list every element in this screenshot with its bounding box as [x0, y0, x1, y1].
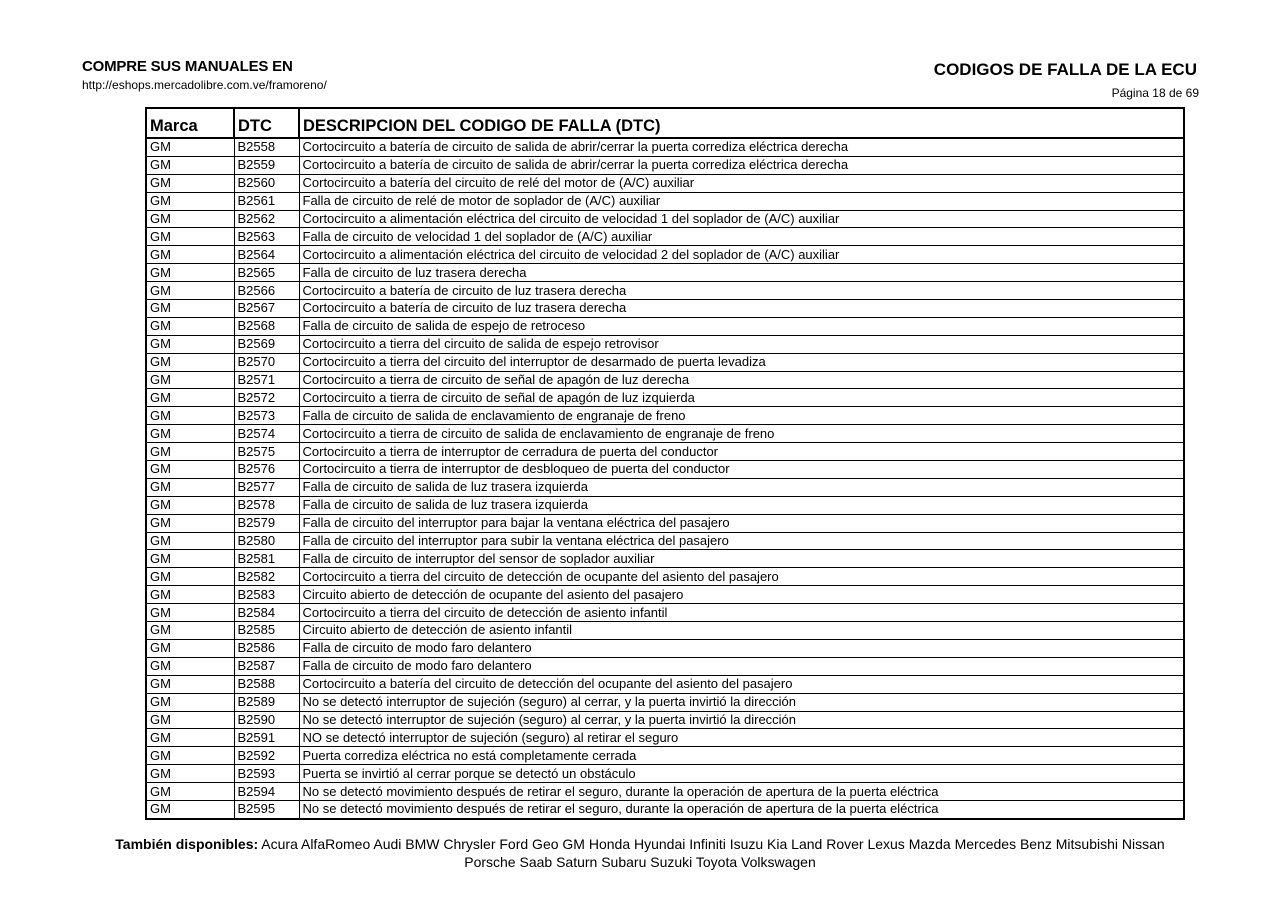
table-row — [146, 353, 1184, 371]
table-header-row — [146, 108, 1184, 138]
table-row — [146, 461, 1184, 479]
cell-marca: GM — [146, 765, 234, 783]
cell-marca: GM — [146, 514, 234, 532]
cell-marca: GM — [146, 407, 234, 425]
cell-dtc: B2592 — [234, 747, 299, 765]
cell-descripcion: Puerta corrediza eléctrica no está completamente cerrada — [299, 747, 1184, 765]
table-row — [146, 729, 1184, 747]
cell-descripcion: Cortocircuito a alimentación eléctrica del circuito de velocidad 2 del soplador de (A/C) auxiliar — [299, 246, 1184, 264]
table-row — [146, 711, 1184, 729]
table-row — [146, 604, 1184, 622]
cell-descripcion: Cortocircuito a batería de circuito de salida de abrir/cerrar la puerta corrediza eléctrica derecha — [299, 156, 1184, 174]
table-row — [146, 783, 1184, 801]
cell-marca: GM — [146, 246, 234, 264]
cell-dtc: B2577 — [234, 478, 299, 496]
cell-descripcion: Falla de circuito del interruptor para bajar la ventana eléctrica del pasajero — [299, 514, 1184, 532]
cell-descripcion: Cortocircuito a batería del circuito de detección del ocupante del asiento del pasajero — [299, 675, 1184, 693]
cell-marca: GM — [146, 496, 234, 514]
table-row — [146, 210, 1184, 228]
page-indicator: Página 18 de 69 — [1111, 86, 1199, 100]
cell-dtc: B2590 — [234, 711, 299, 729]
table-row — [146, 300, 1184, 318]
column-header-dtc: DTC — [234, 108, 299, 138]
cell-dtc: B2581 — [234, 550, 299, 568]
table-row — [146, 622, 1184, 640]
cell-descripcion: No se detectó interruptor de sujeción (seguro) al cerrar, y la puerta invirtió la dirección — [299, 711, 1184, 729]
cell-dtc: B2570 — [234, 353, 299, 371]
cell-dtc: B2582 — [234, 568, 299, 586]
cell-descripcion: No se detectó movimiento después de retirar el seguro, durante la operación de apertura de la puerta eléctrica — [299, 783, 1184, 801]
footer-available-brands — [90, 835, 1190, 871]
cell-marca: GM — [146, 478, 234, 496]
cell-dtc: B2576 — [234, 461, 299, 479]
cell-descripcion: Cortocircuito a batería de circuito de luz trasera derecha — [299, 282, 1184, 300]
cell-dtc: B2578 — [234, 496, 299, 514]
table-row — [146, 192, 1184, 210]
cell-dtc: B2559 — [234, 156, 299, 174]
cell-dtc: B2585 — [234, 622, 299, 640]
table-row — [146, 246, 1184, 264]
cell-marca: GM — [146, 604, 234, 622]
cell-descripcion: Falla de circuito de interruptor del sensor de soplador auxiliar — [299, 550, 1184, 568]
footer-label: También disponibles: — [115, 836, 259, 852]
cell-marca: GM — [146, 425, 234, 443]
cell-marca: GM — [146, 192, 234, 210]
cell-marca: GM — [146, 586, 234, 604]
table-row — [146, 639, 1184, 657]
cell-dtc: B2574 — [234, 425, 299, 443]
table-row — [146, 586, 1184, 604]
cell-marca: GM — [146, 800, 234, 818]
cell-descripcion: Cortocircuito a alimentación eléctrica del circuito de velocidad 1 del soplador de (A/C) auxiliar — [299, 210, 1184, 228]
cell-descripcion: Puerta se invirtió al cerrar porque se detectó un obstáculo — [299, 765, 1184, 783]
cell-descripcion: Cortocircuito a tierra de circuito de salida de enclavamiento de engranaje de freno — [299, 425, 1184, 443]
cell-descripcion: Cortocircuito a batería del circuito de relé del motor de (A/C) auxiliar — [299, 174, 1184, 192]
cell-descripcion: Falla de circuito de relé de motor de soplador de (A/C) auxiliar — [299, 192, 1184, 210]
table-row — [146, 496, 1184, 514]
cell-dtc: B2568 — [234, 317, 299, 335]
cell-dtc: B2566 — [234, 282, 299, 300]
cell-dtc: B2563 — [234, 228, 299, 246]
cell-marca: GM — [146, 693, 234, 711]
cell-dtc: B2584 — [234, 604, 299, 622]
cell-dtc: B2594 — [234, 783, 299, 801]
table-row — [146, 675, 1184, 693]
table-row — [146, 568, 1184, 586]
table-row — [146, 407, 1184, 425]
cell-dtc: B2595 — [234, 800, 299, 818]
table-row — [146, 443, 1184, 461]
cell-dtc: B2560 — [234, 174, 299, 192]
dtc-table-container — [145, 107, 1183, 820]
cell-marca: GM — [146, 443, 234, 461]
cell-marca: GM — [146, 568, 234, 586]
cell-descripcion: Cortocircuito a tierra de circuito de señal de apagón de luz izquierda — [299, 389, 1184, 407]
table-row — [146, 765, 1184, 783]
cell-descripcion: Cortocircuito a tierra del circuito de detección de asiento infantil — [299, 604, 1184, 622]
cell-dtc: B2583 — [234, 586, 299, 604]
cell-descripcion: No se detectó movimiento después de retirar el seguro, durante la operación de apertura de la puerta eléctrica — [299, 800, 1184, 818]
cell-marca: GM — [146, 371, 234, 389]
table-row — [146, 532, 1184, 550]
cell-dtc: B2586 — [234, 639, 299, 657]
cell-marca: GM — [146, 264, 234, 282]
cell-marca: GM — [146, 729, 234, 747]
cell-marca: GM — [146, 156, 234, 174]
cell-descripcion: Cortocircuito a tierra de circuito de señal de apagón de luz derecha — [299, 371, 1184, 389]
cell-marca: GM — [146, 461, 234, 479]
cell-marca: GM — [146, 282, 234, 300]
cell-dtc: B2587 — [234, 657, 299, 675]
footer-brands-line1: Acura AlfaRomeo Audi BMW Chrysler Ford Geo GM Honda Hyundai Infiniti Isuzu Kia Land Rover Lexus Mazda Mercedes Benz Mitsubishi Nissan — [261, 836, 1165, 852]
cell-descripcion: Falla de circuito de luz trasera derecha — [299, 264, 1184, 282]
cell-dtc: B2575 — [234, 443, 299, 461]
cell-dtc: B2572 — [234, 389, 299, 407]
table-row — [146, 550, 1184, 568]
table-row — [146, 156, 1184, 174]
table-row — [146, 657, 1184, 675]
cell-marca: GM — [146, 353, 234, 371]
cell-dtc: B2588 — [234, 675, 299, 693]
footer-brands-line2: Porsche Saab Saturn Subaru Suzuki Toyota Volkswagen — [464, 854, 816, 870]
cell-marca: GM — [146, 747, 234, 765]
table-row — [146, 264, 1184, 282]
table-row — [146, 747, 1184, 765]
cell-marca: GM — [146, 389, 234, 407]
table-row — [146, 800, 1184, 818]
table-row — [146, 425, 1184, 443]
cell-marca: GM — [146, 532, 234, 550]
cell-dtc: B2567 — [234, 300, 299, 318]
cell-descripcion: No se detectó interruptor de sujeción (seguro) al cerrar, y la puerta invirtió la dirección — [299, 693, 1184, 711]
cell-descripcion: Falla de circuito de velocidad 1 del soplador de (A/C) auxiliar — [299, 228, 1184, 246]
cell-dtc: B2558 — [234, 138, 299, 156]
cell-descripcion: Cortocircuito a tierra del circuito de salida de espejo retrovisor — [299, 335, 1184, 353]
table-row — [146, 389, 1184, 407]
cell-descripcion: Cortocircuito a tierra del circuito del interruptor de desarmado de puerta levadiza — [299, 353, 1184, 371]
cell-marca: GM — [146, 335, 234, 353]
table-row — [146, 514, 1184, 532]
cell-marca: GM — [146, 783, 234, 801]
cell-dtc: B2564 — [234, 246, 299, 264]
header-store-url: http://eshops.mercadolibre.com.ve/framoreno/ — [82, 78, 327, 92]
cell-descripcion: Falla de circuito de salida de luz trasera izquierda — [299, 478, 1184, 496]
column-header-descripcion: DESCRIPCION DEL CODIGO DE FALLA (DTC) — [299, 108, 1184, 138]
cell-dtc: B2571 — [234, 371, 299, 389]
table-row — [146, 282, 1184, 300]
cell-descripcion: Circuito abierto de detección de ocupante del asiento del pasajero — [299, 586, 1184, 604]
table-row — [146, 693, 1184, 711]
cell-descripcion: Cortocircuito a batería de circuito de salida de abrir/cerrar la puerta corrediza eléctrica derecha — [299, 138, 1184, 156]
cell-dtc: B2593 — [234, 765, 299, 783]
cell-descripcion: Falla de circuito de salida de enclavamiento de engranaje de freno — [299, 407, 1184, 425]
cell-dtc: B2591 — [234, 729, 299, 747]
cell-descripcion: Falla de circuito del interruptor para subir la ventana eléctrica del pasajero — [299, 532, 1184, 550]
cell-marca: GM — [146, 622, 234, 640]
cell-marca: GM — [146, 639, 234, 657]
cell-descripcion: Falla de circuito de salida de espejo de retroceso — [299, 317, 1184, 335]
cell-descripcion: Cortocircuito a tierra de interruptor de desbloqueo de puerta del conductor — [299, 461, 1184, 479]
table-row — [146, 228, 1184, 246]
cell-dtc: B2579 — [234, 514, 299, 532]
cell-marca: GM — [146, 138, 234, 156]
cell-dtc: B2569 — [234, 335, 299, 353]
dtc-table — [145, 107, 1185, 820]
cell-marca: GM — [146, 711, 234, 729]
cell-marca: GM — [146, 317, 234, 335]
header-left-title: COMPRE SUS MANUALES EN — [82, 58, 293, 75]
cell-descripcion: Cortocircuito a batería de circuito de luz trasera derecha — [299, 300, 1184, 318]
table-row — [146, 174, 1184, 192]
table-body — [146, 138, 1184, 819]
table-row — [146, 335, 1184, 353]
cell-marca: GM — [146, 300, 234, 318]
cell-marca: GM — [146, 657, 234, 675]
table-row — [146, 317, 1184, 335]
cell-marca: GM — [146, 210, 234, 228]
cell-descripcion: Falla de circuito de modo faro delantero — [299, 639, 1184, 657]
cell-marca: GM — [146, 675, 234, 693]
table-row — [146, 478, 1184, 496]
cell-descripcion: Falla de circuito de modo faro delantero — [299, 657, 1184, 675]
cell-dtc: B2580 — [234, 532, 299, 550]
cell-dtc: B2562 — [234, 210, 299, 228]
cell-marca: GM — [146, 228, 234, 246]
column-header-marca: Marca — [146, 108, 234, 138]
cell-dtc: B2565 — [234, 264, 299, 282]
cell-descripcion: Cortocircuito a tierra del circuito de detección de ocupante del asiento del pasajero — [299, 568, 1184, 586]
cell-descripcion: Cortocircuito a tierra de interruptor de cerradura de puerta del conductor — [299, 443, 1184, 461]
cell-dtc: B2589 — [234, 693, 299, 711]
cell-descripcion: NO se detectó interruptor de sujeción (seguro) al retirar el seguro — [299, 729, 1184, 747]
table-row — [146, 371, 1184, 389]
cell-marca: GM — [146, 174, 234, 192]
cell-descripcion: Circuito abierto de detección de asiento infantil — [299, 622, 1184, 640]
cell-marca: GM — [146, 550, 234, 568]
table-row — [146, 138, 1184, 156]
document-title: CODIGOS DE FALLA DE LA ECU — [933, 60, 1197, 79]
cell-dtc: B2561 — [234, 192, 299, 210]
cell-dtc: B2573 — [234, 407, 299, 425]
cell-descripcion: Falla de circuito de salida de luz trasera izquierda — [299, 496, 1184, 514]
